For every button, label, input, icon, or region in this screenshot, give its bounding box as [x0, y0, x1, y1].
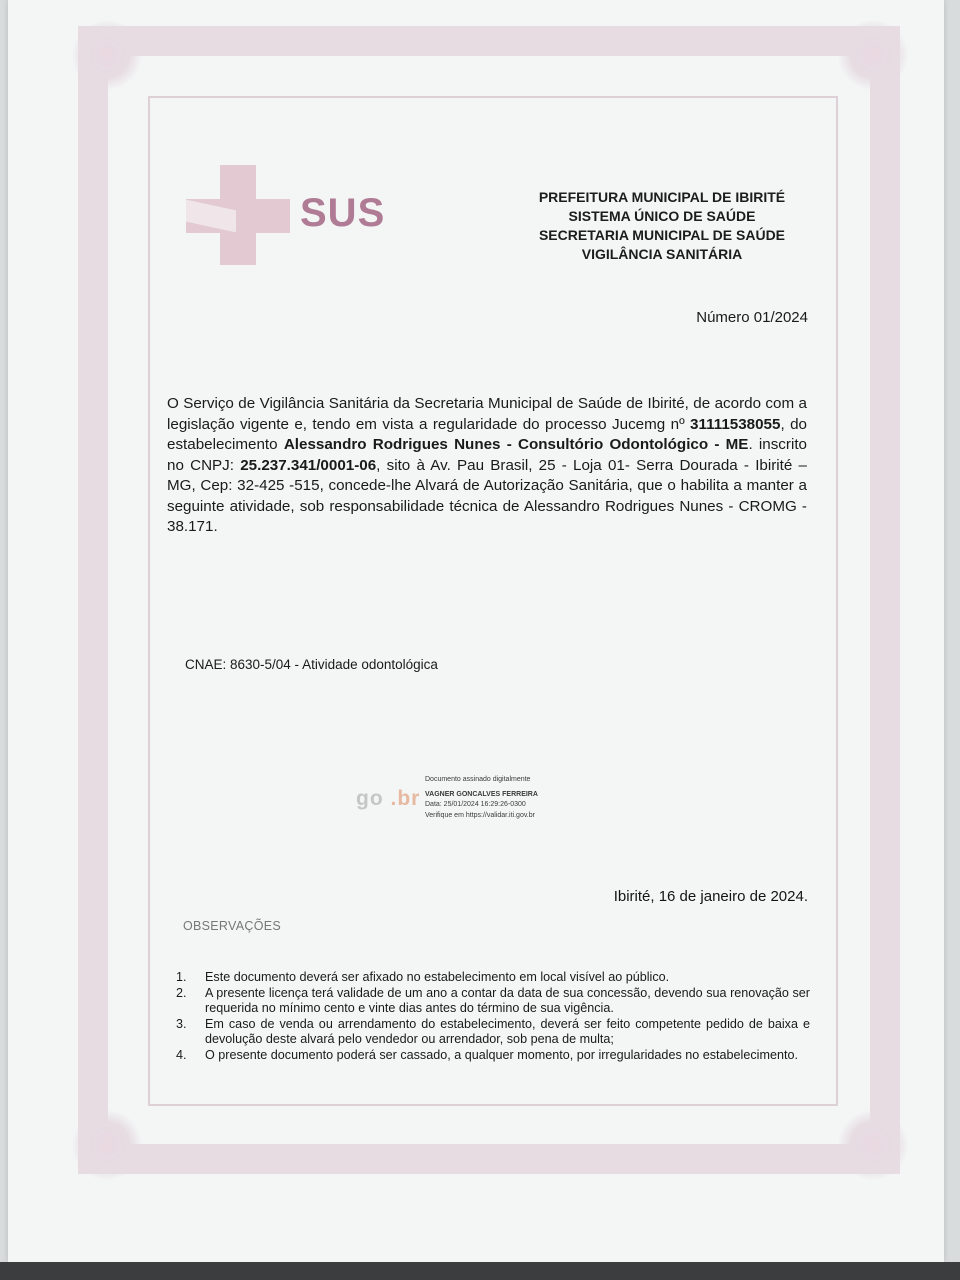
corner-ornament — [838, 1110, 908, 1180]
header-line: SISTEMA ÚNICO DE SAÚDE — [568, 208, 756, 224]
body-text-segment: O Serviço de Vigilância Sanitária da Secretaria Municipal de Saúde de Ibirité, de acordo com a legislação vigente e, tendo em vista a regularidade do processo Jucemg nº — [167, 395, 807, 433]
cnpj-number: 25.237.341/0001-06 — [240, 456, 377, 474]
signature-info — [425, 775, 538, 821]
establishment-name: Alessandro Rodrigues Nunes - Consultório Odontológico - ME — [283, 436, 749, 453]
body-text-segment: . inscrito no CNPJ: — [167, 436, 807, 474]
observations-title: OBSERVAÇÕES — [183, 919, 282, 933]
digital-signature — [356, 775, 596, 825]
document-number: Número 01/2024 — [696, 309, 808, 326]
list-item-text: O presente documento poderá ser cassado, a qualquer momento, por irregularidades no estabelecimento. — [205, 1048, 798, 1062]
body-paragraph — [167, 394, 807, 538]
gov-logo-part: go — [356, 787, 384, 810]
corner-ornament — [838, 20, 908, 90]
gov-logo-part: .br — [390, 787, 421, 810]
signature-label: Documento assinado digitalmente — [425, 776, 531, 783]
list-item-text: A presente licença terá validade de um ano a contar da data de sua concessão, devendo sua renovação ser requerida no mínimo cento e vinte dias antes do término de sua vigência. — [205, 986, 810, 1015]
process-number: 31111538055 — [690, 415, 781, 433]
observations-list — [176, 970, 810, 1064]
list-item-number: 3. — [176, 1017, 187, 1031]
body-text-segment: , sito à Av. Pau Brasil, 25 - Loja 01- Serra Dourada - Ibirité – MG, Cep: 32-425 -515, concede-lhe Alvará de Autorização Sanitária, que o habilita a manter a seguinte atividade, sob responsabilidade técnica de Alessandro Rodrigues Nunes - CROMG - 38.171. — [167, 456, 807, 535]
sus-logo-text: SUS — [300, 191, 386, 235]
body-text-segment: , do estabelecimento — [167, 415, 807, 453]
background-surface — [0, 1262, 960, 1280]
list-item-text: Este documento deverá ser afixado no estabelecimento em local visível ao público. — [205, 970, 670, 984]
header-line: PREFEITURA MUNICIPAL DE IBIRITÉ — [538, 189, 786, 205]
list-item — [176, 1048, 810, 1063]
header-line: VIGILÂNCIA SANITÁRIA — [581, 246, 743, 262]
corner-ornament — [72, 1110, 142, 1180]
list-item-text: Em caso de venda ou arrendamento do estabelecimento, deverá ser feito competente pedido de baixa e devolução deste alvará pelo vendedor ou arrendador, sob pena de multa; — [205, 1017, 810, 1046]
header-line: SECRETARIA MUNICIPAL DE SAÚDE — [538, 227, 786, 243]
list-item — [176, 1017, 810, 1047]
list-item-number: 1. — [176, 970, 187, 984]
corner-ornament — [72, 20, 142, 90]
sus-logo — [186, 165, 396, 265]
gov-br-logo — [356, 787, 420, 811]
list-item-number: 2. — [176, 986, 187, 1000]
place-date: Ibirité, 16 de janeiro de 2024. — [613, 888, 808, 905]
list-item — [176, 970, 810, 985]
signature-date: Data: 25/01/2024 16:29:26-0300 — [425, 801, 526, 808]
signature-verify: Verifique em https://validar.iti.gov.br — [425, 811, 535, 819]
list-item-number: 4. — [176, 1048, 187, 1062]
signer-name: VAGNER GONCALVES FERREIRA — [425, 790, 538, 798]
list-item — [176, 986, 810, 1016]
document-header — [500, 188, 824, 264]
cnae-line: CNAE: 8630-5/04 - Atividade odontológica — [185, 657, 438, 672]
